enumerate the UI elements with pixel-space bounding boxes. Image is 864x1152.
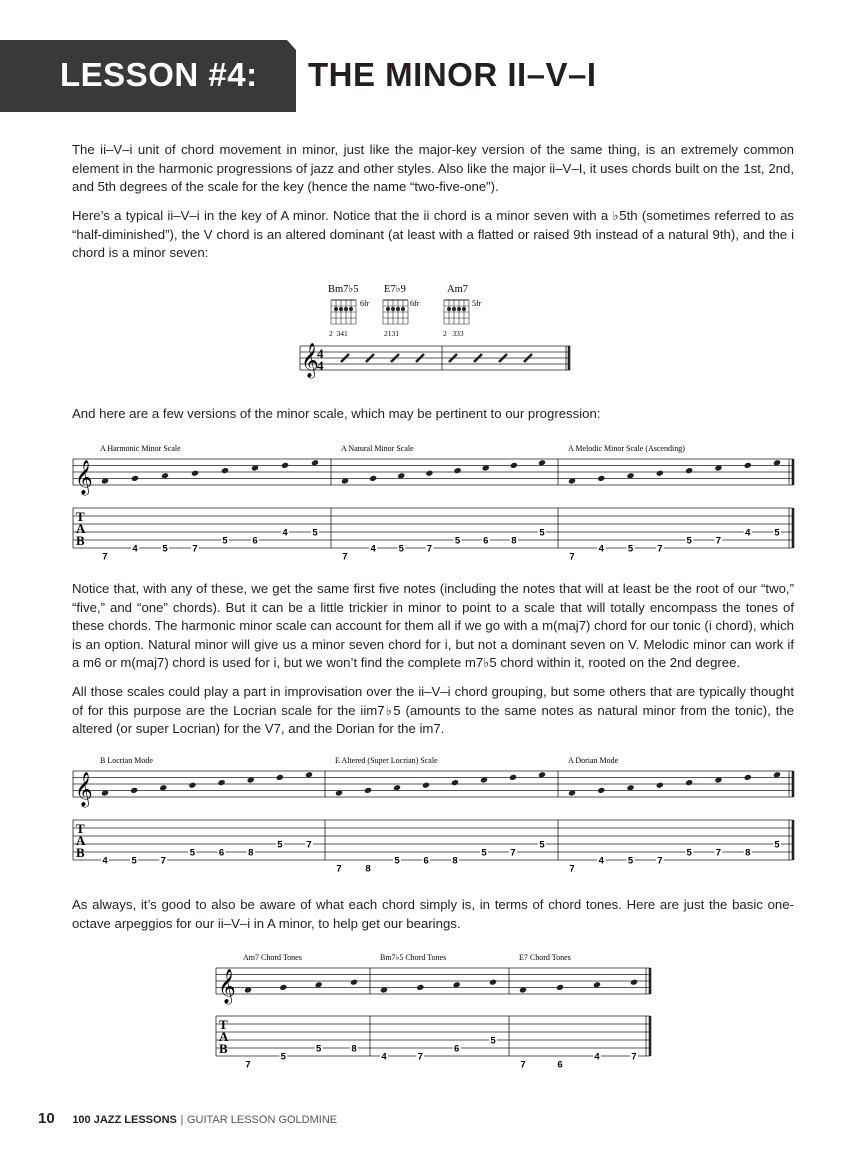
tab-number: 5: [394, 855, 400, 867]
tab-number: 6: [423, 855, 429, 867]
book-title: 100 JAZZ LESSONS: [72, 1114, 177, 1126]
tab-number: 6: [454, 1043, 460, 1055]
tab-number: 7: [510, 847, 516, 859]
tab-number: 7: [569, 863, 575, 875]
tab-number: 4: [598, 855, 604, 867]
tab-number: 6: [252, 535, 258, 547]
tab-number: 8: [452, 855, 458, 867]
tab-number: 8: [511, 535, 517, 547]
scale-label: Am7 Chord Tones: [243, 953, 302, 962]
tab-number: 7: [631, 1051, 637, 1063]
fret-position: 6fr: [360, 299, 370, 308]
tab-number: 7: [569, 551, 575, 563]
tab-number: 5: [539, 839, 545, 851]
tab-number: 5: [398, 543, 404, 555]
tab-number: 5: [490, 1035, 496, 1047]
tab-number: 7: [102, 551, 108, 563]
tab-number: 7: [657, 543, 663, 555]
tab-number: 4: [102, 855, 108, 867]
tab-number: 4: [745, 527, 751, 539]
treble-clef-icon: 𝄞: [218, 970, 236, 1003]
scale-note: [489, 979, 497, 986]
finger-numbers: 2 333: [443, 329, 464, 338]
scale-label: E Altered (Super Locrian) Scale: [335, 756, 438, 765]
footer-separator: |: [180, 1114, 184, 1126]
chord-name: Bm7♭5: [328, 284, 359, 295]
treble-clef-icon: 𝄞: [75, 773, 93, 806]
tab-letter: A: [76, 521, 86, 536]
tab-number: 5: [454, 535, 461, 547]
tab-number: 5: [774, 527, 780, 539]
tab-number: 4: [132, 543, 138, 555]
tab-number: 5: [774, 839, 780, 851]
intro-paragraph: The ii–V–i unit of chord movement in minor, just like the major-key version of the same thing, is an extremely common element in the harmonic progressions of jazz and other styles. Also like the major ii–V–I, it uses chords built on the 1st, 2nd, and 5th degrees of the scale for the key (hence the name “two-five-one”).: [72, 142, 794, 194]
tab-number: 7: [192, 543, 198, 555]
tab-number: 7: [417, 1051, 423, 1063]
tab-number: 5: [686, 847, 692, 859]
tab-number: 5: [627, 543, 634, 555]
time-signature-top: 4: [317, 346, 324, 361]
fret-position: 6fr: [410, 299, 420, 308]
tab-letter: T: [76, 821, 85, 836]
finger-numbers: 2 341: [329, 329, 348, 338]
scale-label: A Natural Minor Scale: [341, 444, 414, 453]
modes-paragraph: All those scales could play a part in improvisation over the ii–V–i chord grouping, but some others that are typically thought of for this purpose are the Locrian scale for the iim7♭5 (amounts to the same notes as natural minor from the tonic), the altered (or super Locrian) for the V7, and the Dorian for the im7.: [72, 684, 794, 736]
tab-number: 7: [342, 551, 348, 563]
treble-clef-icon: 𝄞: [301, 344, 319, 377]
scale-label: A Melodic Minor Scale (Ascending): [568, 444, 685, 453]
tab-number: 8: [365, 863, 371, 875]
publisher-name: GUITAR LESSON GOLDMINE: [186, 1114, 338, 1126]
tab-number: 5: [627, 855, 634, 867]
scale-label: E7 Chord Tones: [519, 953, 571, 962]
chord-name: Am7: [447, 284, 468, 295]
scale-note: [556, 984, 564, 991]
scale-label: A Dorian Mode: [568, 756, 619, 765]
tab-number: 5: [222, 535, 228, 547]
tab-letter: A: [76, 833, 86, 848]
tab-number: 5: [316, 1043, 322, 1055]
tab-number: 5: [189, 847, 196, 859]
arpeggio-paragraph: As always, it’s good to also be aware of what each chord simply is, in terms of chord tones. Here are just the basic one-octave arpeggios for our ii–V–i in A minor, to help get our bearings.: [72, 897, 794, 931]
tab-number: 7: [336, 863, 342, 875]
tab-number: 5: [280, 1051, 286, 1063]
tab-number: 4: [594, 1051, 600, 1063]
tab-number: 7: [306, 839, 312, 851]
tab-number: 5: [277, 839, 283, 851]
finger-numbers: 2131: [384, 329, 399, 338]
tab-number: 7: [657, 855, 663, 867]
scale-note: [416, 984, 424, 991]
tab-number: 7: [160, 855, 166, 867]
tab-number: 5: [686, 535, 692, 547]
tab-letter: T: [76, 509, 85, 524]
tab-number: 7: [715, 535, 722, 547]
tab-number: 5: [131, 855, 137, 867]
chord-name: E7♭9: [384, 284, 406, 295]
tab-number: 8: [745, 847, 751, 859]
tab-number: 4: [282, 527, 288, 539]
tab-number: 8: [351, 1043, 357, 1055]
tab-number: 4: [381, 1051, 387, 1063]
lesson-title: THE MINOR II–V–I: [308, 56, 597, 93]
tab-number: 4: [370, 543, 376, 555]
lesson-number: LESSON #4:: [60, 56, 258, 93]
tab-number: 5: [312, 527, 318, 539]
tab-letter: B: [219, 1041, 228, 1056]
tab-number: 7: [426, 543, 433, 555]
tab-number: 7: [715, 847, 722, 859]
scale-label: B Locrian Mode: [100, 756, 153, 765]
scales-discussion-paragraph: Notice that, with any of these, we get the same first five notes (including the notes that will at least be the root of our “two,” “five,” and “one” chords). But it can be a little trickier in minor to point to a scale that will totally encompass the tones of these chords. The harmonic minor scale can account for them all if we go with a m(maj7) chord for our tonic (i chord), which is an option. Natural minor will give us a minor seven chord for i, but not a dominant seven on V. Melodic minor can work if a m6 or m(maj7) chord is used for i, but we won’t find the complete m7♭5 chord within it, rooted on the 2nd degree.: [72, 581, 794, 670]
tab-number: 8: [248, 847, 254, 859]
tab-letter: T: [219, 1017, 228, 1032]
tab-letter: B: [76, 845, 85, 860]
scale-note: [630, 979, 638, 986]
time-signature-bottom: 4: [317, 358, 324, 373]
scales-intro-paragraph: And here are a few versions of the minor scale, which may be pertinent to our progression:: [72, 406, 601, 421]
tab-number: 5: [539, 527, 545, 539]
treble-clef-icon: 𝄞: [75, 461, 93, 494]
tab-letter: B: [76, 533, 85, 548]
scale-label: A Harmonic Minor Scale: [100, 444, 181, 453]
tab-number: 6: [218, 847, 225, 859]
tab-number: 7: [245, 1059, 251, 1071]
tab-number: 6: [557, 1059, 563, 1071]
tab-number: 6: [483, 535, 489, 547]
tab-number: 5: [162, 543, 168, 555]
scale-note: [350, 979, 358, 986]
fret-position: 5fr: [472, 299, 482, 308]
example-paragraph: Here’s a typical ii–V–i in the key of A minor. Notice that the ii chord is a minor seven with a ♭5th (sometimes referred to as “half-diminished”), the V chord is an altered dominant (at least with a flatted or raised 9th instead of a natural 9th), and the i chord is a minor seven:: [72, 208, 794, 260]
page-footer: [38, 1110, 337, 1127]
tab-letter: A: [219, 1029, 229, 1044]
page-number: 10: [38, 1110, 55, 1127]
scale-label: Bm7♭5 Chord Tones: [380, 953, 447, 962]
tab-number: 5: [481, 847, 487, 859]
tab-number: 4: [598, 543, 604, 555]
tab-number: 7: [520, 1059, 526, 1071]
scale-note: [279, 984, 287, 991]
